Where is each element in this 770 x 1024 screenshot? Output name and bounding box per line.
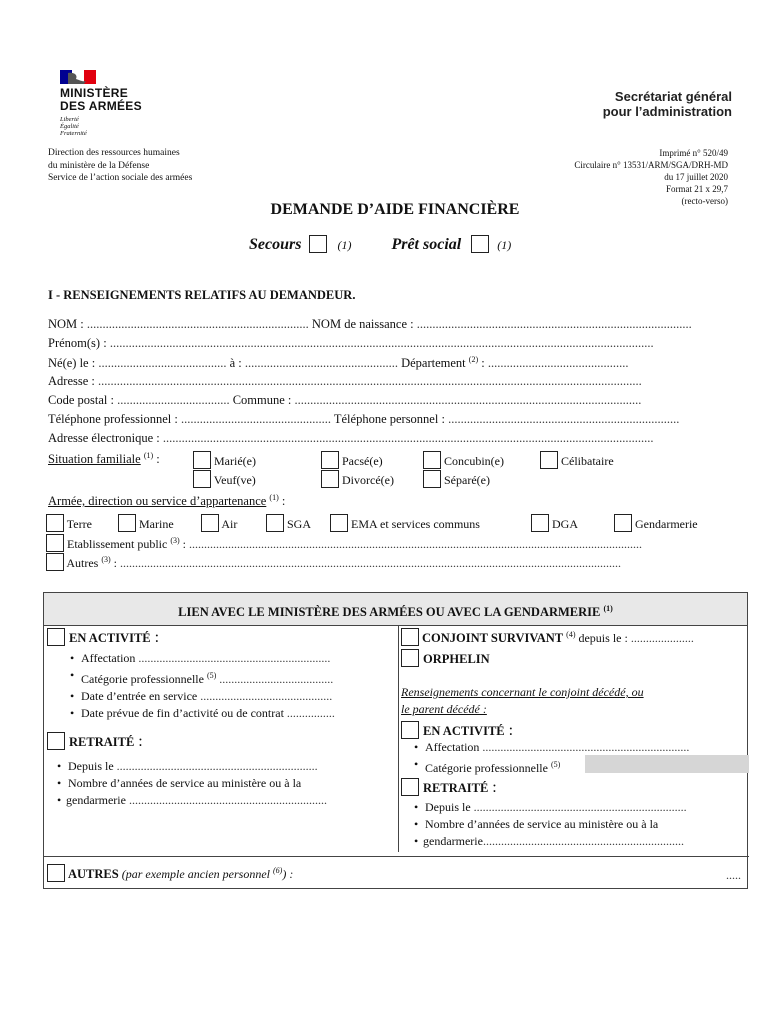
nom-field[interactable]: .......................................................................	[86, 317, 309, 331]
secours-checkbox[interactable]	[309, 235, 327, 253]
divorce-label: Divorcé(e)	[342, 473, 394, 487]
pret-note: (1)	[497, 238, 512, 252]
reference-line: Circulaire n° 13531/ARM/SGA/DRH-MD	[574, 160, 728, 170]
option-marie[interactable]	[193, 451, 256, 469]
direction-block	[48, 147, 192, 185]
marie-label: Marié(e)	[214, 454, 256, 468]
right-categorie-note: (5)	[550, 760, 561, 769]
option-gendarmerie[interactable]	[614, 514, 698, 532]
gendarmerie-checkbox[interactable]	[614, 514, 632, 532]
lieu-field[interactable]: .................................................	[244, 356, 398, 371]
affectation-label: Affectation	[81, 651, 136, 665]
option-celibataire[interactable]	[540, 451, 614, 469]
autres-divider	[44, 856, 749, 857]
reference-line: Imprimé n° 520/49	[659, 148, 728, 158]
conjoint-depuis-field[interactable]: .....................	[630, 631, 694, 645]
autres-checkbox[interactable]	[46, 553, 64, 571]
dga-label: DGA	[552, 517, 578, 531]
en-activite-checkbox[interactable]	[47, 628, 65, 646]
column-divider	[398, 625, 399, 852]
list-item	[67, 650, 335, 667]
secretariat-line2: pour l’administration	[602, 104, 732, 119]
autres-lien-field[interactable]: .....	[726, 868, 741, 882]
list-item	[411, 833, 687, 850]
right-en-activite-checkbox[interactable]	[401, 721, 419, 739]
adresse-label: Adresse :	[48, 374, 95, 388]
nom-label: NOM :	[48, 317, 84, 331]
armee-label-row: Armée, direction ou service d’appartenance $^{(1)}$ :	[48, 493, 286, 509]
lien-title-note: (1)	[603, 604, 613, 613]
ne-le-label: Né(e) le :	[48, 356, 96, 371]
marie-checkbox[interactable]	[193, 451, 211, 469]
option-dga[interactable]	[531, 514, 578, 532]
conjoint-checkbox[interactable]	[401, 628, 419, 646]
pacse-label: Pacsé(e)	[342, 454, 383, 468]
option-ema[interactable]	[330, 514, 480, 532]
date-fin-label: Date prévue de fin d’activité ou de contrat	[81, 706, 284, 720]
logo-line1: MINISTÈRE	[60, 86, 129, 100]
right-retraite-checkbox[interactable]	[401, 778, 419, 796]
prenoms-label: Prénom(s) :	[48, 336, 107, 350]
air-checkbox[interactable]	[201, 514, 219, 532]
tel-pro-field[interactable]: ................................................	[180, 412, 331, 426]
right-gendarmerie-label: gendarmerie	[423, 834, 483, 848]
list-item	[411, 799, 687, 816]
left-retraite-list	[54, 758, 327, 809]
prenoms-field[interactable]: ..............................................................................................................................................................................	[109, 336, 654, 350]
pacse-checkbox[interactable]	[321, 451, 339, 469]
orphelin-checkbox[interactable]	[401, 649, 419, 667]
situation-note: (1)	[143, 451, 154, 460]
page-title: DEMANDE D’AIDE FINANCIÈRE	[270, 201, 520, 218]
date-entree-label: Date d’entrée en service	[81, 689, 198, 703]
right-annees-field[interactable]: ...................................................................	[482, 834, 684, 848]
etablissement-note: (3)	[170, 536, 180, 545]
separe-checkbox[interactable]	[423, 470, 441, 488]
renseignements-line1: Renseignements concernant le conjoint décédé, ou	[401, 685, 644, 699]
marine-checkbox[interactable]	[118, 514, 136, 532]
autres-lien-italic: (par exemple ancien personnel	[121, 867, 271, 881]
reference-line: du 17 juillet 2020	[664, 172, 728, 182]
direction-line: du ministère de la Défense	[48, 160, 150, 171]
reference-block	[574, 147, 728, 207]
right-depuis-field[interactable]: .......................................................................	[473, 800, 687, 814]
right-retraite-label: RETRAITÉ	[423, 781, 489, 795]
secretariat-line1: Secrétariat général	[614, 89, 732, 104]
option-veuf[interactable]	[193, 470, 256, 488]
reference-line: Format 21 x 29,7	[666, 184, 728, 194]
lien-section-header	[44, 593, 747, 626]
right-affectation-field[interactable]: .....................................................................	[482, 740, 690, 754]
list-item	[411, 739, 689, 756]
en-activite-label: EN ACTIVITÉ	[69, 631, 151, 645]
email-label: Adresse électronique :	[48, 431, 160, 445]
right-categorie-label: Catégorie professionnelle	[425, 761, 548, 775]
left-retraite: RETRAITÉ :	[47, 732, 143, 751]
option-marine[interactable]	[118, 514, 174, 532]
categorie-label: Catégorie professionnelle	[81, 672, 204, 686]
ne-le-field[interactable]: .........................................	[98, 356, 227, 371]
option-sga[interactable]	[266, 514, 311, 532]
situation-label: Situation familiale	[48, 452, 141, 467]
section1-title: I - RENSEIGNEMENTS RELATIFS AU DEMANDEUR.	[48, 288, 356, 302]
gendarmerie-label: gendarmerie	[66, 793, 126, 807]
depuis-field[interactable]: ...................................................................	[116, 759, 318, 773]
annees-field[interactable]: ..................................................................	[128, 793, 327, 807]
secours-note: (1)	[337, 238, 352, 252]
veuf-label: Veuf(ve)	[213, 473, 256, 487]
orphelin-row	[401, 649, 490, 668]
option-air[interactable]	[201, 514, 237, 532]
adresse-row	[48, 374, 642, 389]
depuis-le-label: depuis le :	[578, 631, 628, 645]
conjoint-row	[401, 628, 694, 646]
secours-label: Secours	[249, 236, 302, 253]
commune-label: Commune :	[232, 393, 292, 407]
marine-label: Marine	[139, 517, 174, 531]
departement-note: (2)	[468, 355, 479, 364]
nom-naissance-label: NOM de naissance :	[311, 317, 414, 331]
lien-section	[43, 592, 748, 889]
autres-lien-end: ) :	[282, 867, 294, 881]
adresse-field[interactable]: ..............................................................................................................................................................................	[98, 374, 642, 388]
list-item	[54, 792, 327, 809]
right-en-activite-label: EN ACTIVITÉ	[423, 724, 505, 738]
autres-note: (3)	[101, 555, 111, 564]
concubin-checkbox[interactable]	[423, 451, 441, 469]
orphelin-label: ORPHELIN	[423, 652, 490, 666]
categorie-input-shaded[interactable]	[585, 755, 749, 773]
list-item	[67, 705, 335, 722]
categorie-note: (5)	[206, 671, 217, 680]
tel-perso-label: Téléphone personnel :	[333, 412, 445, 426]
etablissement-checkbox[interactable]	[46, 534, 64, 552]
marianne-emblem-icon	[60, 70, 96, 84]
aid-type-row	[249, 235, 511, 254]
code-postal-row	[48, 393, 641, 408]
right-annees-label: Nombre d’années de service au ministère ou à la	[425, 817, 659, 831]
right-affectation-label: Affectation	[425, 740, 480, 754]
departement-label: Département	[401, 356, 466, 371]
celibataire-label: Célibataire	[561, 454, 614, 468]
autres-label: Autres	[66, 556, 99, 570]
logo-line2: DES ARMÉES	[60, 99, 142, 113]
sga-checkbox[interactable]	[266, 514, 284, 532]
celibataire-checkbox[interactable]	[540, 451, 558, 469]
annees-label: Nombre d’années de service au ministère ou à la	[68, 776, 302, 790]
right-en-activite: EN ACTIVITÉ :	[401, 721, 513, 740]
code-postal-field[interactable]: ....................................	[117, 393, 230, 407]
left-activite-list	[67, 650, 335, 722]
option-separe[interactable]	[423, 470, 490, 488]
right-retraite-list	[411, 799, 687, 850]
situation-label-row: Situation familiale $^{(1)}$ :	[48, 451, 160, 467]
tel-pro-label: Téléphone professionnel :	[48, 412, 178, 426]
pret-social-checkbox[interactable]	[471, 235, 489, 253]
lien-title: LIEN AVEC LE MINISTÈRE DES ARMÉES OU AVEC LA GENDARMERIE	[178, 605, 601, 620]
sga-label: SGA	[287, 517, 312, 531]
autres-lien-note: (6)	[273, 866, 283, 875]
armee-label: Armée, direction ou service d’appartenance	[48, 494, 267, 509]
pret-social-label: Prêt social	[391, 236, 462, 253]
categorie-field[interactable]: ......................................	[219, 672, 334, 686]
terre-label: Terre	[66, 517, 92, 531]
ema-label: EMA et services communs	[351, 517, 480, 531]
concubin-label: Concubin(e)	[444, 454, 504, 468]
renseignements-line2: le parent décédé :	[401, 702, 487, 716]
renseignements-note	[401, 684, 644, 718]
retraite-checkbox[interactable]	[47, 732, 65, 750]
a-label: à :	[229, 356, 242, 371]
option-terre[interactable]	[46, 514, 92, 532]
motto-liberte: Liberté	[60, 116, 79, 123]
motto-egalite: Égalité	[60, 123, 79, 130]
list-item	[67, 667, 335, 688]
tel-perso-field[interactable]: ..........................................................................	[448, 412, 680, 426]
list-item	[54, 758, 327, 775]
autres-lien-checkbox[interactable]	[47, 864, 65, 882]
conjoint-label: CONJOINT SURVIVANT	[422, 631, 564, 645]
veuf-checkbox[interactable]	[193, 470, 211, 488]
motto-fraternite: Fraternité	[60, 130, 87, 137]
left-en-activite: EN ACTIVITÉ :	[47, 628, 159, 647]
armee-note: (1)	[269, 493, 279, 502]
option-concubin[interactable]	[423, 451, 504, 469]
prenoms-row	[48, 336, 654, 351]
commune-field[interactable]: ...............................................................................................................	[294, 393, 642, 407]
date-entree-field[interactable]: ............................................	[200, 689, 333, 703]
autres-lien-row	[47, 864, 293, 882]
email-field[interactable]: .............................................................................................................................................................	[162, 431, 654, 445]
list-item	[54, 775, 327, 792]
terre-checkbox[interactable]	[46, 514, 64, 532]
air-label: Air	[221, 517, 238, 531]
list-item	[67, 688, 335, 705]
code-postal-label: Code postal :	[48, 393, 114, 407]
telephone-row	[48, 412, 679, 427]
option-pacse[interactable]	[321, 451, 383, 469]
email-row	[48, 431, 654, 446]
list-item	[411, 816, 687, 833]
autres-lien-label: AUTRES	[68, 867, 119, 881]
divorce-checkbox[interactable]	[321, 470, 339, 488]
etablissement-field[interactable]: .......................................................................................................................................................	[188, 537, 642, 551]
nom-row	[48, 317, 692, 332]
nom-naissance-field[interactable]: ........................................................................................	[416, 317, 692, 331]
retraite-label: RETRAITÉ	[69, 735, 135, 749]
departement-field[interactable]: .............................................	[487, 356, 629, 371]
conjoint-note: (4)	[566, 630, 576, 639]
affectation-field[interactable]: ................................................................	[138, 651, 331, 665]
option-divorce[interactable]	[321, 470, 394, 488]
dga-checkbox[interactable]	[531, 514, 549, 532]
etablissement-row: Etablissement public $^{(3)}$ : .......................................................................................................................................................	[46, 534, 642, 552]
direction-line: Direction des ressources humaines	[48, 148, 180, 158]
reference-line: (recto-verso)	[681, 196, 728, 206]
right-depuis-label: Depuis le	[425, 800, 471, 814]
naissance-row: Né(e) le : ......................................... à : ................................................. Département $^{(2)}$ : .............................................	[48, 355, 629, 371]
date-fin-field[interactable]: ................	[286, 706, 335, 720]
separe-label: Séparé(e)	[444, 473, 490, 487]
right-retraite: RETRAITÉ :	[401, 778, 497, 797]
gendarmerie-label: Gendarmerie	[635, 517, 698, 531]
depuis-label: Depuis le	[68, 759, 114, 773]
secretariat-title	[603, 89, 732, 119]
ministry-logo	[60, 70, 142, 137]
etablissement-label: Etablissement public	[67, 537, 168, 551]
ema-checkbox[interactable]	[330, 514, 348, 532]
autres-field[interactable]: .......................................................................................................................................................................	[120, 556, 622, 570]
autres-row: Autres $^{(3)}$ : .......................................................................................................................................................................	[46, 553, 621, 571]
direction-line: Service de l’action sociale des armées	[48, 173, 193, 183]
